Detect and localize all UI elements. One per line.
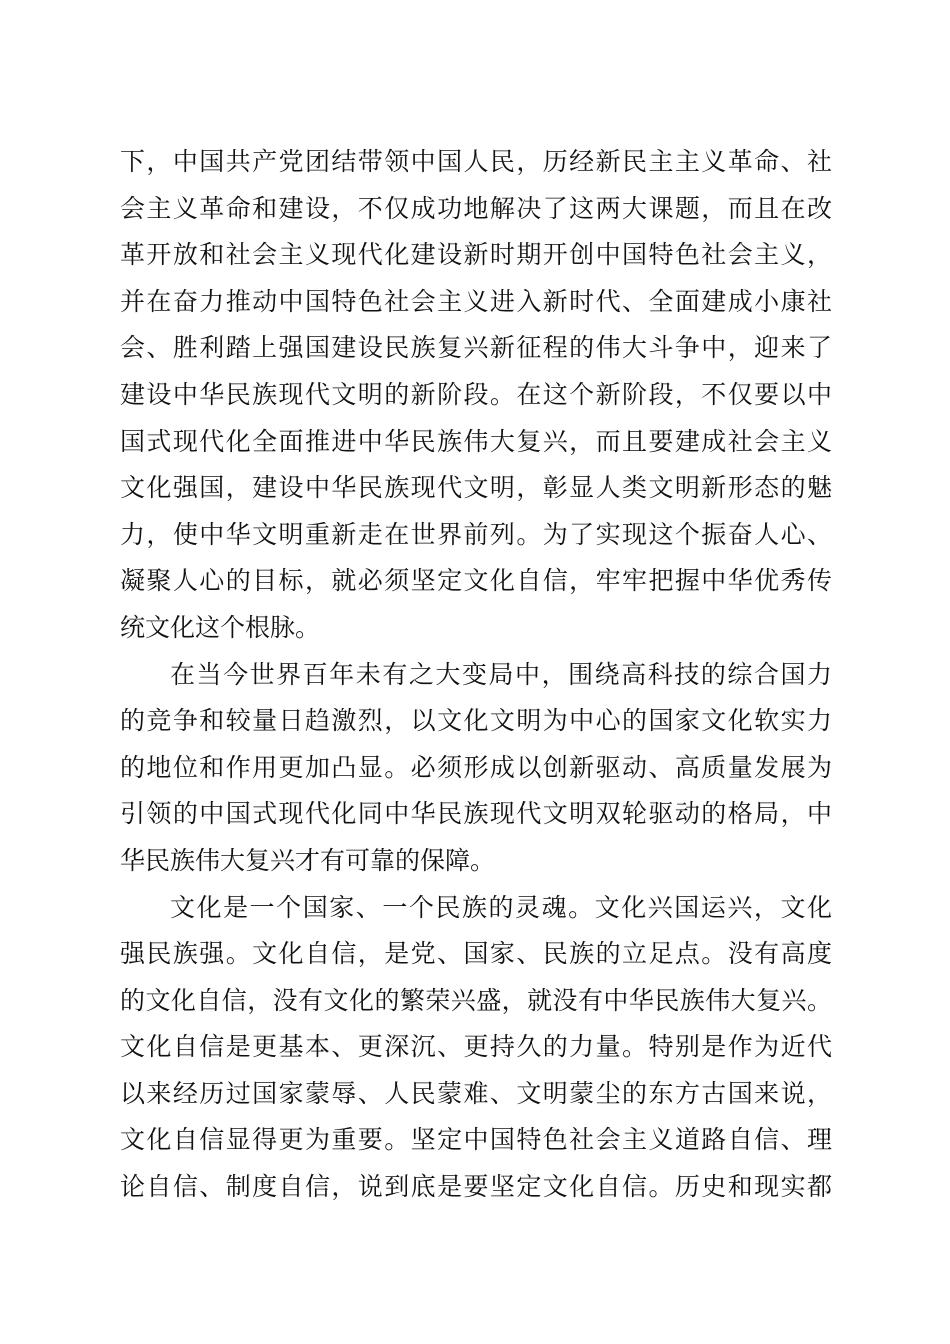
text-line: 统文化这个根脉。 — [120, 612, 321, 642]
text-line: 引领的中国式现代化同中华民族现代文明双轮驱动的格局，中 — [120, 799, 832, 829]
text-line: 强民族强。文化自信，是党、国家、民族的立足点。没有高度 — [120, 939, 832, 969]
text-line: 建设中华民族现代文明的新阶段。在这个新阶段，不仅要以中 — [120, 379, 832, 409]
text-line: 的地位和作用更加凸显。必须形成以创新驱动、高质量发展为 — [120, 752, 832, 782]
text-line: 以来经历过国家蒙辱、人民蒙难、文明蒙尘的东方古国来说， — [120, 1078, 832, 1108]
text-line: 会、胜利踏上强国建设民族复兴新征程的伟大斗争中，迎来了 — [120, 333, 832, 363]
text-line: 的文化自信，没有文化的繁荣兴盛，就没有中华民族伟大复兴。 — [120, 985, 832, 1015]
text-line: 在当今世界百年未有之大变局中，围绕高科技的综合国力 — [170, 659, 832, 689]
text-line: 会主义革命和建设，不仅成功地解决了这两大课题，而且在改 — [120, 193, 832, 223]
text-line: 论自信、制度自信，说到底是要坚定文化自信。历史和现实都 — [120, 1172, 832, 1202]
body-text — [120, 139, 832, 1211]
text-line: 华民族伟大复兴才有可靠的保障。 — [120, 845, 496, 875]
text-line: 国式现代化全面推进中华民族伟大复兴，而且要建成社会主义 — [120, 426, 832, 456]
text-line: 下，中国共产党团结带领中国人民，历经新民主主义革命、社 — [120, 147, 832, 176]
text-line: 革开放和社会主义现代化建设新时期开创中国特色社会主义， — [120, 240, 832, 270]
paragraph-3 — [120, 885, 832, 1211]
text-line: 文化自信是更基本、更深沉、更持久的力量。特别是作为近代 — [120, 1032, 832, 1062]
text-line: 文化强国，建设中华民族现代文明，彰显人类文明新形态的魅 — [120, 473, 832, 503]
text-line: 凝聚人心的目标，就必须坚定文化自信，牢牢把握中华优秀传 — [120, 566, 832, 596]
paragraph-2 — [120, 652, 832, 885]
text-line: 文化是一个国家、一个民族的灵魂。文化兴国运兴，文化 — [170, 892, 832, 922]
text-line: 并在奋力推动中国特色社会主义进入新时代、全面建成小康社 — [120, 286, 832, 316]
text-line: 力，使中华文明重新走在世界前列。为了实现这个振奋人心、 — [120, 519, 832, 549]
text-line: 文化自信显得更为重要。坚定中国特色社会主义道路自信、理 — [120, 1125, 832, 1155]
paragraph-1 — [120, 139, 832, 652]
text-line: 的竞争和较量日趋激烈，以文化文明为中心的国家文化软实力 — [120, 706, 832, 736]
